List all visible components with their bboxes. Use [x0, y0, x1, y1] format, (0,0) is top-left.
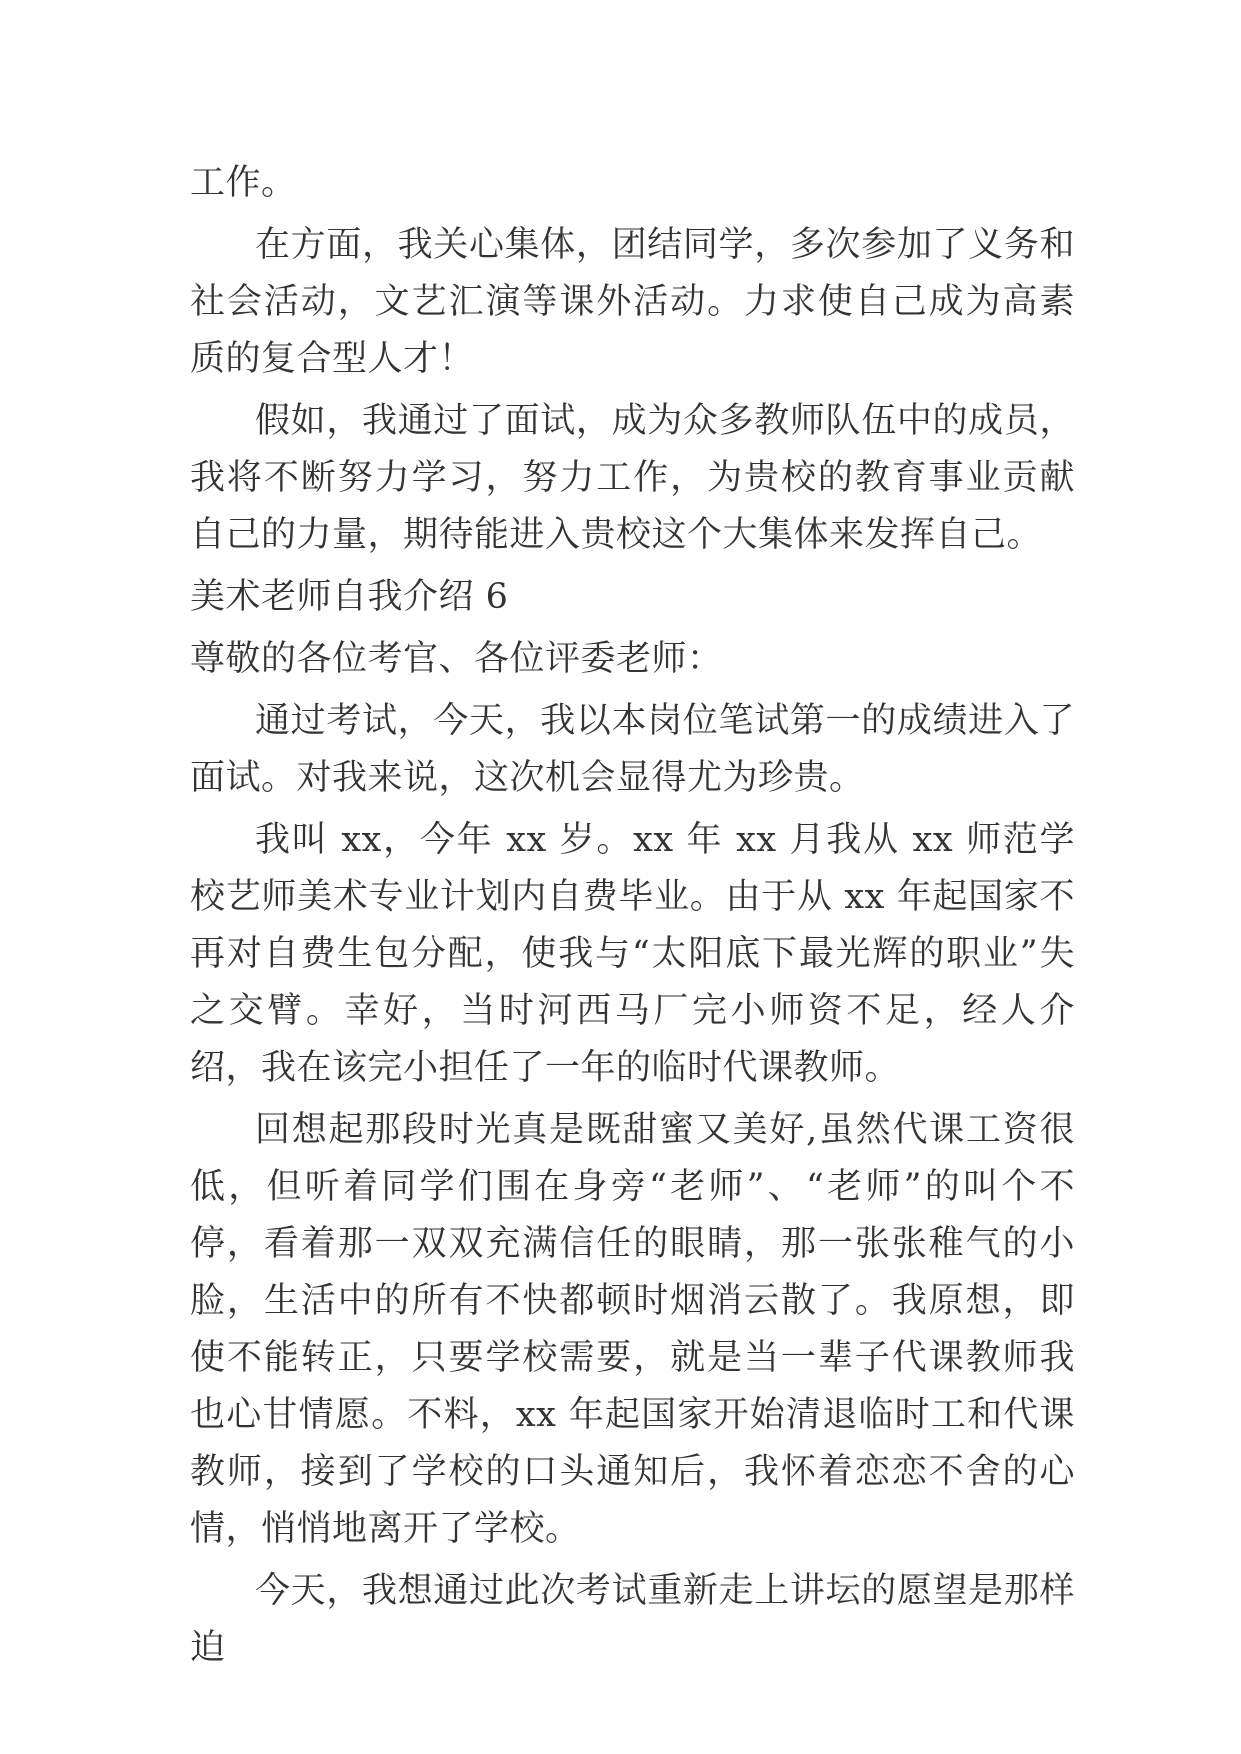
- section-title: 美术老师自我介绍 6: [190, 577, 509, 617]
- paragraph: 假如，我通过了面试，成为众多教师队伍中的成员，我将不断努力学习，努力工作，为贵校的教育事业贡献自己的力量，期待能进入贵校这个大集体来发挥自己。: [190, 401, 1075, 555]
- paragraph: 在方面，我关心集体，团结同学，多次参加了义务和社会活动，文艺汇演等课外活动。力求使自己成为高素质的复合型人才！: [190, 225, 1075, 379]
- paragraph-continuation: 工作。: [190, 163, 297, 203]
- paragraph: 今天，我想通过此次考试重新走上讲坛的愿望是那样迫: [190, 1571, 1075, 1668]
- paragraph: 回想起那段时光真是既甜蜜又美好,虽然代课工资很低，但听着同学们围在身旁“老师”、“老师”的叫个不停，看着那一双双充满信任的眼睛，那一张张稚气的小脸，生活中的所有不快都顿时烟消云散了。我原想，即使不能转正，只要学校需要，就是当一辈子代课教师我也心甘情愿。不料，xx 年起国家开始清退临时工和代课教师，接到了学校的口头通知后，我怀着恋恋不舍的心情，悄悄地离开了学校。: [190, 1110, 1075, 1549]
- paragraph: 通过考试，今天，我以本岗位笔试第一的成绩进入了面试。对我来说，这次机会显得尤为珍贵。: [190, 701, 1075, 798]
- salutation: 尊敬的各位考官、各位评委老师：: [190, 639, 723, 679]
- document-body: [190, 155, 1075, 1682]
- paragraph: 我叫 xx，今年 xx 岁。xx 年 xx 月我从 xx 师范学校艺师美术专业计划内自费毕业。由于从 xx 年起国家不再对自费生包分配，使我与“太阳底下最光辉的职业”失之交臂。幸好，当时河西马厂完小师资不足，经人介绍，我在该完小担任了一年的临时代课教师。: [190, 820, 1075, 1088]
